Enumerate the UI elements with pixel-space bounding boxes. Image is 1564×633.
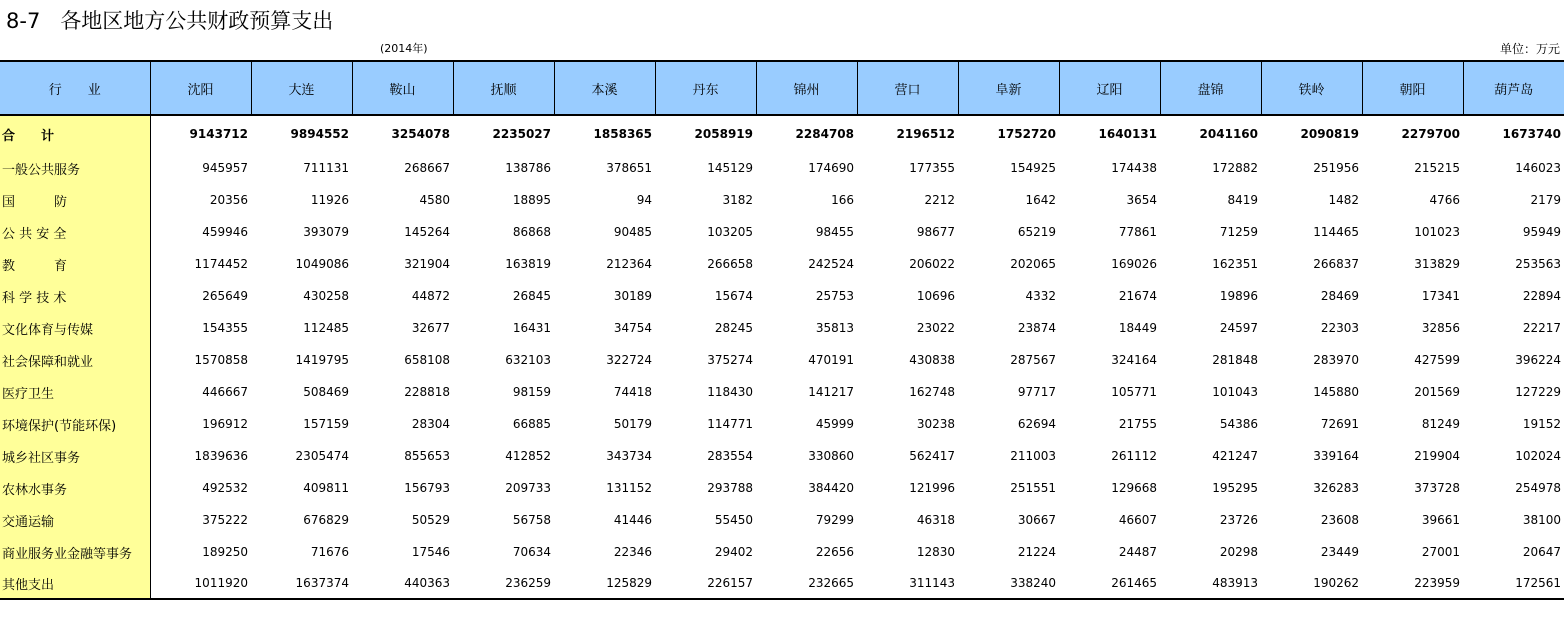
table-row <box>0 344 1564 376</box>
table-cell: 157159 <box>303 417 349 431</box>
table-cell: 251956 <box>1313 161 1359 175</box>
table-cell: 266658 <box>707 257 753 271</box>
table-cell: 242524 <box>808 257 854 271</box>
table-cell: 62694 <box>1017 417 1056 431</box>
table-cell: 50529 <box>411 513 450 527</box>
table-row <box>0 152 1564 184</box>
table-cell: 9894552 <box>290 127 349 141</box>
table-cell: 156793 <box>404 481 450 495</box>
table-cell: 18449 <box>1118 321 1157 335</box>
table-cell: 27001 <box>1421 545 1460 559</box>
table-cell: 26845 <box>512 289 551 303</box>
table-cell: 9143712 <box>189 127 248 141</box>
row-label: 其他支出 <box>0 568 150 599</box>
table-cell: 1174452 <box>194 257 248 271</box>
table-cell: 268667 <box>404 161 450 175</box>
table-cell: 15674 <box>714 289 753 303</box>
table-cell: 44872 <box>411 289 450 303</box>
table-cell: 339164 <box>1313 449 1359 463</box>
table-cell: 74418 <box>613 385 652 399</box>
header-industry: 行业 <box>0 61 150 115</box>
table-cell: 32856 <box>1421 321 1460 335</box>
table-cell: 2041160 <box>1199 127 1258 141</box>
table-cell: 223959 <box>1362 568 1463 599</box>
table-cell: 711131 <box>303 161 349 175</box>
table-cell: 211003 <box>1010 449 1056 463</box>
table-cell: 1637374 <box>251 568 352 599</box>
table-cell: 293788 <box>707 481 753 495</box>
table-cell: 20356 <box>209 193 248 207</box>
table-cell: 81249 <box>1421 417 1460 431</box>
table-cell: 261112 <box>1111 449 1157 463</box>
table-cell: 251551 <box>1010 481 1056 495</box>
table-cell: 101043 <box>1212 385 1258 399</box>
table-cell: 440363 <box>352 568 453 599</box>
table-cell: 24597 <box>1219 321 1258 335</box>
table-cell: 11926 <box>310 193 349 207</box>
table-cell: 23726 <box>1219 513 1258 527</box>
table-cell: 22894 <box>1522 289 1561 303</box>
table-cell: 4766 <box>1429 193 1460 207</box>
table-title: 各地区地方公共财政预算支出 <box>60 9 334 33</box>
table-cell: 508469 <box>303 385 349 399</box>
table-cell: 38100 <box>1522 513 1561 527</box>
table-cell: 430838 <box>909 353 955 367</box>
table-cell: 20298 <box>1219 545 1258 559</box>
table-cell: 30667 <box>1017 513 1056 527</box>
table-cell: 338240 <box>958 568 1059 599</box>
table-cell: 396224 <box>1515 353 1561 367</box>
table-cell: 102024 <box>1515 449 1561 463</box>
table-cell: 1419795 <box>295 353 349 367</box>
table-cell: 10696 <box>916 289 955 303</box>
table-cell: 1049086 <box>295 257 349 271</box>
table-cell: 378651 <box>606 161 652 175</box>
table-cell: 393079 <box>303 225 349 239</box>
table-cell: 21224 <box>1017 545 1056 559</box>
table-cell: 189250 <box>202 545 248 559</box>
table-cell: 22303 <box>1320 321 1359 335</box>
table-cell: 384420 <box>808 481 854 495</box>
column-header: 沈阳 <box>150 61 251 115</box>
row-label: 文化体育与传媒 <box>0 312 150 344</box>
table-cell: 228818 <box>404 385 450 399</box>
column-header: 锦州 <box>756 61 857 115</box>
table-cell: 141217 <box>808 385 854 399</box>
table-cell: 281848 <box>1212 353 1258 367</box>
table-row <box>0 216 1564 248</box>
column-header: 朝阳 <box>1362 61 1463 115</box>
table-cell: 28245 <box>714 321 753 335</box>
table-cell: 2284708 <box>795 127 854 141</box>
column-header: 营口 <box>857 61 958 115</box>
table-row <box>0 248 1564 280</box>
table-cell: 215215 <box>1414 161 1460 175</box>
table-cell: 23874 <box>1017 321 1056 335</box>
table-cell: 3182 <box>722 193 753 207</box>
table-cell: 146023 <box>1515 161 1561 175</box>
table-cell: 202065 <box>1010 257 1056 271</box>
column-header: 本溪 <box>554 61 655 115</box>
table-row <box>0 408 1564 440</box>
row-label: 城乡社区事务 <box>0 440 150 472</box>
table-cell: 1858365 <box>593 127 652 141</box>
column-header: 鞍山 <box>352 61 453 115</box>
table-cell: 22656 <box>815 545 854 559</box>
table-cell: 66885 <box>512 417 551 431</box>
table-cell: 632103 <box>505 353 551 367</box>
table-cell: 1570858 <box>194 353 248 367</box>
table-cell: 2235027 <box>492 127 551 141</box>
table-cell: 90485 <box>613 225 652 239</box>
table-cell: 145129 <box>707 161 753 175</box>
table-cell: 2305474 <box>295 449 349 463</box>
table-cell: 3254078 <box>391 127 450 141</box>
row-label: 一般公共服务 <box>0 152 150 184</box>
table-cell: 311143 <box>857 568 958 599</box>
table-cell: 162351 <box>1212 257 1258 271</box>
table-cell: 21755 <box>1118 417 1157 431</box>
table-cell: 23022 <box>916 321 955 335</box>
table-cell: 21674 <box>1118 289 1157 303</box>
table-cell: 8419 <box>1227 193 1258 207</box>
table-cell: 19896 <box>1219 289 1258 303</box>
table-cell: 121996 <box>909 481 955 495</box>
table-row <box>0 472 1564 504</box>
table-cell: 236259 <box>453 568 554 599</box>
table-cell: 196912 <box>202 417 248 431</box>
table-cell: 421247 <box>1212 449 1258 463</box>
table-cell: 129668 <box>1111 481 1157 495</box>
table-cell: 97717 <box>1017 385 1056 399</box>
table-cell: 676829 <box>303 513 349 527</box>
table-cell: 114771 <box>707 417 753 431</box>
table-cell: 154925 <box>1010 161 1056 175</box>
table-cell: 2090819 <box>1300 127 1359 141</box>
table-body <box>0 115 1564 599</box>
table-cell: 71259 <box>1219 225 1258 239</box>
table-cell: 254978 <box>1515 481 1561 495</box>
table-cell: 375222 <box>202 513 248 527</box>
table-row <box>0 536 1564 568</box>
column-header: 阜新 <box>958 61 1059 115</box>
table-cell: 313829 <box>1414 257 1460 271</box>
table-cell: 145264 <box>404 225 450 239</box>
table-cell: 163819 <box>505 257 551 271</box>
row-label: 合 计 <box>0 115 150 152</box>
table-cell: 658108 <box>404 353 450 367</box>
table-row <box>0 504 1564 536</box>
table-cell: 125829 <box>554 568 655 599</box>
table-cell: 154355 <box>202 321 248 335</box>
table-cell: 177355 <box>909 161 955 175</box>
table-cell: 1752720 <box>997 127 1056 141</box>
table-cell: 266837 <box>1313 257 1359 271</box>
table-cell: 28304 <box>411 417 450 431</box>
row-label: 商业服务业金融等事务 <box>0 536 150 568</box>
table-cell: 45999 <box>815 417 854 431</box>
table-cell: 50179 <box>613 417 652 431</box>
expenditure-table <box>0 60 1564 600</box>
table-number: 8-7 <box>6 9 41 33</box>
table-cell: 77861 <box>1118 225 1157 239</box>
table-cell: 1673740 <box>1502 127 1561 141</box>
row-label: 医疗卫生 <box>0 376 150 408</box>
table-row <box>0 376 1564 408</box>
table-cell: 95949 <box>1522 225 1561 239</box>
table-cell: 287567 <box>1010 353 1056 367</box>
table-cell: 201569 <box>1414 385 1460 399</box>
table-cell: 70634 <box>512 545 551 559</box>
table-cell: 16431 <box>512 321 551 335</box>
table-cell: 3654 <box>1126 193 1157 207</box>
table-cell: 232665 <box>756 568 857 599</box>
table-cell: 12830 <box>916 545 955 559</box>
column-header: 盘锦 <box>1160 61 1261 115</box>
table-cell: 322724 <box>606 353 652 367</box>
page-title <box>6 5 333 35</box>
table-cell: 483913 <box>1160 568 1261 599</box>
table-cell: 138786 <box>505 161 551 175</box>
table-cell: 1640131 <box>1098 127 1157 141</box>
table-cell: 28469 <box>1320 289 1359 303</box>
column-header: 铁岭 <box>1261 61 1362 115</box>
table-cell: 172882 <box>1212 161 1258 175</box>
column-header: 大连 <box>251 61 352 115</box>
table-cell: 174438 <box>1111 161 1157 175</box>
table-cell: 103205 <box>707 225 753 239</box>
table-row <box>0 440 1564 472</box>
table-cell: 72691 <box>1320 417 1359 431</box>
table-cell: 4580 <box>419 193 450 207</box>
table-cell: 19152 <box>1522 417 1561 431</box>
table-cell: 226157 <box>655 568 756 599</box>
row-label: 社会保障和就业 <box>0 344 150 376</box>
column-header: 辽阳 <box>1059 61 1160 115</box>
table-cell: 114465 <box>1313 225 1359 239</box>
total-row <box>0 115 1564 152</box>
table-row <box>0 280 1564 312</box>
table-cell: 343734 <box>606 449 652 463</box>
table-cell: 446667 <box>202 385 248 399</box>
table-cell: 98159 <box>512 385 551 399</box>
table-cell: 20647 <box>1522 545 1561 559</box>
table-cell: 145880 <box>1313 385 1359 399</box>
table-row <box>0 184 1564 216</box>
table-cell: 30189 <box>613 289 652 303</box>
table-cell: 54386 <box>1219 417 1258 431</box>
row-label: 农林水事务 <box>0 472 150 504</box>
table-cell: 112485 <box>303 321 349 335</box>
table-cell: 2058919 <box>694 127 753 141</box>
table-cell: 24487 <box>1118 545 1157 559</box>
table-cell: 324164 <box>1111 353 1157 367</box>
table-cell: 1642 <box>1025 193 1056 207</box>
table-cell: 174690 <box>808 161 854 175</box>
table-cell: 283970 <box>1313 353 1359 367</box>
table-cell: 22346 <box>613 545 652 559</box>
table-cell: 265649 <box>202 289 248 303</box>
table-cell: 261465 <box>1059 568 1160 599</box>
table-cell: 470191 <box>808 353 854 367</box>
column-header: 抚顺 <box>453 61 554 115</box>
row-label: 国 防 <box>0 184 150 216</box>
table-cell: 330860 <box>808 449 854 463</box>
table-cell: 56758 <box>512 513 551 527</box>
table-cell: 206022 <box>909 257 955 271</box>
table-cell: 23608 <box>1320 513 1359 527</box>
column-header: 葫芦岛 <box>1463 61 1564 115</box>
table-row <box>0 568 1564 599</box>
table-cell: 373728 <box>1414 481 1460 495</box>
table-cell: 23449 <box>1320 545 1359 559</box>
table-cell: 409811 <box>303 481 349 495</box>
table-cell: 17546 <box>411 545 450 559</box>
table-cell: 1011920 <box>150 568 251 599</box>
table-cell: 105771 <box>1111 385 1157 399</box>
year-note: (2014年) <box>380 42 428 55</box>
table-cell: 430258 <box>303 289 349 303</box>
table-cell: 46607 <box>1118 513 1157 527</box>
header-row <box>0 61 1564 115</box>
table-cell: 190262 <box>1261 568 1362 599</box>
table-cell: 212364 <box>606 257 652 271</box>
table-cell: 34754 <box>613 321 652 335</box>
table-cell: 427599 <box>1414 353 1460 367</box>
table-cell: 253563 <box>1515 257 1561 271</box>
table-cell: 219904 <box>1414 449 1460 463</box>
table-cell: 375274 <box>707 353 753 367</box>
row-label: 公 共 安 全 <box>0 216 150 248</box>
table-cell: 2212 <box>924 193 955 207</box>
table-cell: 2279700 <box>1401 127 1460 141</box>
column-header: 丹东 <box>655 61 756 115</box>
table-cell: 30238 <box>916 417 955 431</box>
table-cell: 321904 <box>404 257 450 271</box>
table-cell: 855653 <box>404 449 450 463</box>
table-cell: 162748 <box>909 385 955 399</box>
table-cell: 172561 <box>1463 568 1564 599</box>
table-cell: 326283 <box>1313 481 1359 495</box>
table-cell: 71676 <box>310 545 349 559</box>
table-cell: 98455 <box>815 225 854 239</box>
table-cell: 79299 <box>815 513 854 527</box>
table-cell: 4332 <box>1025 289 1056 303</box>
row-label: 科 学 技 术 <box>0 280 150 312</box>
table-cell: 195295 <box>1212 481 1258 495</box>
table-cell: 29402 <box>714 545 753 559</box>
table-cell: 169026 <box>1111 257 1157 271</box>
table-cell: 2179 <box>1530 193 1561 207</box>
table-cell: 32677 <box>411 321 450 335</box>
table-cell: 25753 <box>815 289 854 303</box>
table-cell: 166 <box>831 193 854 207</box>
table-cell: 562417 <box>909 449 955 463</box>
table-cell: 65219 <box>1017 225 1056 239</box>
table-cell: 55450 <box>714 513 753 527</box>
table-cell: 46318 <box>916 513 955 527</box>
table-cell: 945957 <box>202 161 248 175</box>
row-label: 交通运输 <box>0 504 150 536</box>
unit-note: 单位：万元 <box>1499 42 1560 56</box>
table-cell: 209733 <box>505 481 551 495</box>
table-cell: 127229 <box>1515 385 1561 399</box>
table-cell: 131152 <box>606 481 652 495</box>
table-cell: 35813 <box>815 321 854 335</box>
table-cell: 412852 <box>505 449 551 463</box>
table-cell: 492532 <box>202 481 248 495</box>
table-cell: 101023 <box>1414 225 1460 239</box>
row-label: 环境保护(节能环保) <box>0 408 150 440</box>
table-row <box>0 312 1564 344</box>
table-cell: 1482 <box>1328 193 1359 207</box>
table-cell: 22217 <box>1522 321 1561 335</box>
table-cell: 1839636 <box>194 449 248 463</box>
table-cell: 118430 <box>707 385 753 399</box>
table-cell: 283554 <box>707 449 753 463</box>
table-cell: 2196512 <box>896 127 955 141</box>
table-cell: 41446 <box>613 513 652 527</box>
table-cell: 18895 <box>512 193 551 207</box>
table-cell: 459946 <box>202 225 248 239</box>
table-cell: 98677 <box>916 225 955 239</box>
row-label: 教 育 <box>0 248 150 280</box>
table-cell: 94 <box>636 193 652 207</box>
table-cell: 86868 <box>512 225 551 239</box>
table-cell: 17341 <box>1421 289 1460 303</box>
table-cell: 39661 <box>1421 513 1460 527</box>
